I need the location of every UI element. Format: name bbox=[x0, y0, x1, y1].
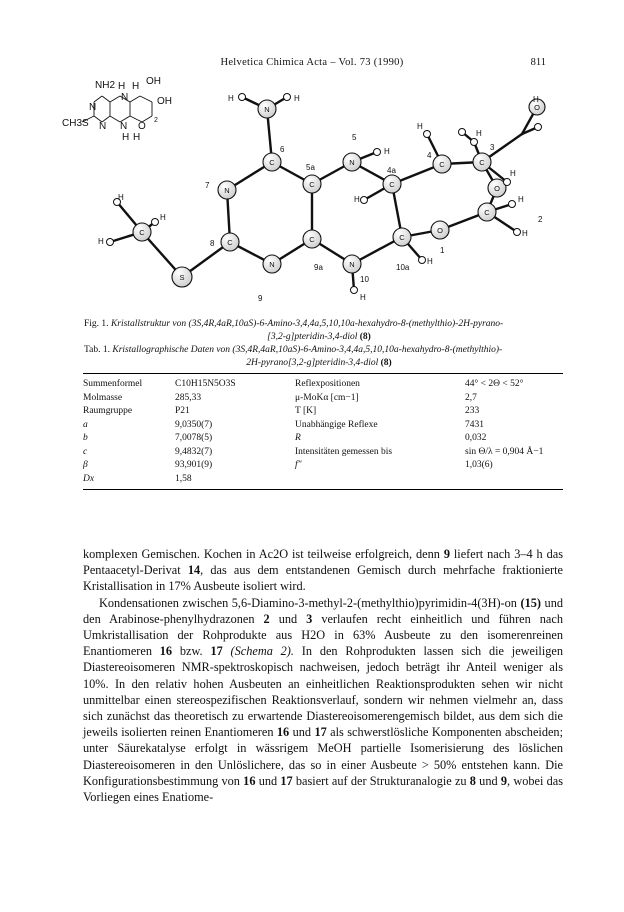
crystal-data-table bbox=[83, 373, 563, 490]
table-cell: 7,0078(5) bbox=[175, 433, 213, 443]
svg-text:H: H bbox=[417, 122, 423, 131]
table-cell: Reflexpositionen bbox=[295, 374, 465, 392]
svg-text:O: O bbox=[494, 184, 500, 193]
body-text bbox=[83, 546, 563, 805]
paragraph: Kondensationen zwischen 5,6-Diamino-3-methyl-2-(methylthio)pyrimidin-4(3H)-on (15) und den Arabinose-phenylhydrazonen 2 und 3 verlaufen recht einheitlich und führen nach Umkristallisation der Rohprodukte aus H2O in 63% Ausbeute zu den isomerenreinen Enantiomeren 16 bzw. 17 (Schema 2). In den Rohprodukten lassen sich die jeweiligen Diastereoisomeren NMR-spektroskopisch nachweisen, jedoch beträgt ihr Anteil weniger als 10%. In den relativ hohen Ausbeuten an einheitlichen Reaktionsprodukten sehen wir nicht unmittelbar einen stereospezifischen Reaktionsverlauf, sondern wir nehmen vielmehr an, dass sich zunächst das theoretisch zu erwartende Diastereoisomerengemisch bildet, aus dem sich die jeweils isolierten reinen Enantiomeren 16 und 17 als schwerstlösliche Komponenten abscheiden; unter Säurekatalyse erfolgt in wässrigem MeOH partielle Isomerisierung des löslichen Diastereoisomeren in den Unlöslichere, das so in einer Ausbeute > 50% entstehen kann. Die Konfigurationsbestimmung von 16 und 17 basiert auf der Strukturanalogie zu 8 und 9, wobei das Vorliegen eines Enatiome- bbox=[83, 595, 564, 805]
figure-caption-line2: [3,2-g]pteridin-3,4-diol bbox=[267, 332, 358, 342]
svg-text:5a: 5a bbox=[306, 163, 315, 172]
svg-text:C: C bbox=[227, 238, 233, 247]
svg-text:H: H bbox=[427, 257, 433, 266]
svg-text:N: N bbox=[224, 186, 230, 195]
svg-text:H: H bbox=[476, 129, 482, 138]
figure-caption-compound: (8) bbox=[359, 332, 371, 342]
svg-text:10a: 10a bbox=[396, 263, 410, 272]
hydrogen-atoms bbox=[107, 94, 542, 294]
svg-text:H: H bbox=[360, 293, 366, 302]
svg-text:C: C bbox=[139, 228, 145, 237]
table-row bbox=[83, 446, 563, 460]
table-row bbox=[83, 473, 563, 490]
table-caption-line2: 2H-pyrano[3,2-g]pteridin-3,4-diol bbox=[246, 358, 379, 368]
journal-title: Helvetica Chimica Acta – Vol. 73 (1990) bbox=[220, 57, 404, 68]
svg-text:H: H bbox=[160, 213, 166, 222]
table-row bbox=[83, 374, 563, 392]
table-cell bbox=[465, 473, 563, 490]
table-cell: 93,901(9) bbox=[175, 460, 213, 470]
svg-text:N: N bbox=[89, 102, 97, 113]
svg-text:CH3S: CH3S bbox=[62, 118, 89, 129]
table-cell: b bbox=[83, 433, 88, 443]
svg-text:C: C bbox=[439, 160, 445, 169]
svg-text:H: H bbox=[354, 195, 360, 204]
svg-text:N: N bbox=[121, 92, 129, 103]
svg-text:H: H bbox=[522, 229, 528, 238]
svg-text:1: 1 bbox=[440, 246, 445, 255]
svg-text:H: H bbox=[133, 132, 141, 143]
table-cell bbox=[295, 473, 465, 490]
table-cell: 7431 bbox=[465, 419, 484, 430]
table-cell: Dx bbox=[83, 473, 175, 490]
table-cell: 285,33 bbox=[175, 392, 202, 403]
table-cell: a bbox=[83, 419, 88, 430]
table-cell: c bbox=[83, 446, 88, 457]
table-cell: P21 bbox=[175, 406, 190, 416]
table-row bbox=[83, 405, 563, 419]
table-cell: μ-MoKα [cm−1] bbox=[295, 392, 359, 403]
figure-caption bbox=[84, 318, 554, 344]
table-cell: f″ bbox=[295, 460, 302, 470]
svg-text:9a: 9a bbox=[314, 263, 323, 272]
table-cell: Unabhängige Reflexe bbox=[295, 419, 378, 430]
table-cell: C10H15N5O3S bbox=[175, 374, 295, 392]
figure-caption-prefix: Fig. 1. bbox=[84, 319, 109, 329]
svg-text:OH: OH bbox=[146, 76, 161, 87]
crystal-structure-figure bbox=[62, 72, 567, 317]
table-cell: T [K] bbox=[295, 406, 317, 416]
svg-text:C: C bbox=[484, 208, 490, 217]
table-cell: Raumgruppe bbox=[83, 406, 133, 416]
table-cell: Intensitäten gemessen bis bbox=[295, 446, 393, 457]
svg-text:C: C bbox=[479, 158, 485, 167]
table-cell: R bbox=[295, 433, 301, 443]
svg-text:2: 2 bbox=[538, 215, 543, 224]
svg-text:O: O bbox=[437, 226, 443, 235]
paragraph: komplexen Gemischen. Kochen in Ac2O ist teilweise erfolgreich, denn 9 liefert nach 3–4 h das Pentaacetyl-Derivat 14, das aus dem entstandenen Gemisch durch mehrfache fraktionierte Kristallisation in 17% Ausbeute isoliert wird. bbox=[83, 547, 563, 594]
svg-text:S: S bbox=[179, 273, 185, 282]
svg-text:3: 3 bbox=[490, 143, 495, 152]
table-row bbox=[83, 392, 563, 406]
svg-text:C: C bbox=[309, 180, 315, 189]
svg-text:6: 6 bbox=[280, 145, 285, 154]
svg-text:2: 2 bbox=[154, 117, 158, 124]
table-cell: 9,4832(7) bbox=[175, 446, 213, 457]
svg-text:O: O bbox=[138, 121, 146, 132]
figure-caption-line1: Kristallstruktur von (3S,4R,4aR,10aS)-6-Amino-3,4,4a,5,10,10a-hexahydro-8-(methylthio)-2H-pyrano- bbox=[110, 319, 504, 329]
svg-text:N: N bbox=[99, 121, 107, 132]
svg-text:H: H bbox=[518, 195, 524, 204]
svg-text:9: 9 bbox=[258, 294, 263, 303]
table-cell: Molmasse bbox=[83, 392, 123, 403]
svg-text:O: O bbox=[534, 103, 540, 112]
crystal-bonds bbox=[110, 97, 538, 290]
svg-text:7: 7 bbox=[205, 181, 210, 190]
svg-text:C: C bbox=[389, 180, 395, 189]
table-cell: β bbox=[83, 460, 88, 470]
table-cell: 1,03(6) bbox=[465, 460, 493, 470]
figure-1 bbox=[62, 72, 567, 317]
svg-text:H: H bbox=[118, 193, 124, 202]
table-cell: 44° < 2Θ < 52° bbox=[465, 374, 563, 392]
svg-text:N: N bbox=[269, 260, 275, 269]
svg-text:8: 8 bbox=[210, 239, 215, 248]
table-cell: Summenformel bbox=[83, 374, 175, 392]
structural-formula bbox=[62, 76, 172, 143]
svg-text:N: N bbox=[264, 105, 270, 114]
table-cell: sin Θ/λ = 0,904 Å−1 bbox=[465, 446, 544, 457]
svg-text:10: 10 bbox=[360, 275, 369, 284]
svg-text:H: H bbox=[228, 94, 234, 103]
svg-text:H: H bbox=[132, 81, 140, 92]
svg-text:H: H bbox=[294, 94, 300, 103]
table-caption-line1: Kristallographische Daten von (3S,4R,4aR,10aS)-6-Amino-3,4,4a,5,10,10a-hexahydro-8-(methylthio)- bbox=[112, 345, 503, 355]
table-caption bbox=[84, 344, 554, 370]
table-cell: 0,032 bbox=[465, 433, 487, 443]
table-row bbox=[83, 459, 563, 473]
svg-text:C: C bbox=[269, 158, 275, 167]
table-cell: 1,58 bbox=[175, 473, 295, 490]
crystal-atoms bbox=[133, 99, 545, 287]
table-row bbox=[83, 419, 563, 433]
svg-text:NH2: NH2 bbox=[95, 80, 116, 91]
table-caption-compound: (8) bbox=[380, 358, 392, 368]
table-cell: 233 bbox=[465, 406, 480, 416]
svg-text:C: C bbox=[399, 233, 405, 242]
svg-text:H: H bbox=[533, 95, 539, 104]
svg-text:N: N bbox=[120, 121, 128, 132]
svg-text:H: H bbox=[384, 147, 390, 156]
svg-text:H: H bbox=[98, 237, 104, 246]
svg-text:N: N bbox=[349, 260, 355, 269]
svg-text:OH: OH bbox=[157, 96, 172, 107]
table-cell: 9,0350(7) bbox=[175, 419, 213, 430]
svg-text:H: H bbox=[122, 132, 130, 143]
svg-text:H: H bbox=[510, 169, 516, 178]
table-cell: 2,7 bbox=[465, 392, 477, 403]
table-caption-prefix: Tab. 1. bbox=[84, 345, 110, 355]
table-row bbox=[83, 432, 563, 446]
svg-text:4a: 4a bbox=[387, 166, 396, 175]
svg-text:C: C bbox=[309, 235, 315, 244]
svg-text:4: 4 bbox=[427, 151, 432, 160]
svg-text:N: N bbox=[349, 158, 355, 167]
svg-text:5: 5 bbox=[352, 133, 357, 142]
svg-text:H: H bbox=[118, 81, 126, 92]
page-number: 811 bbox=[530, 57, 546, 68]
